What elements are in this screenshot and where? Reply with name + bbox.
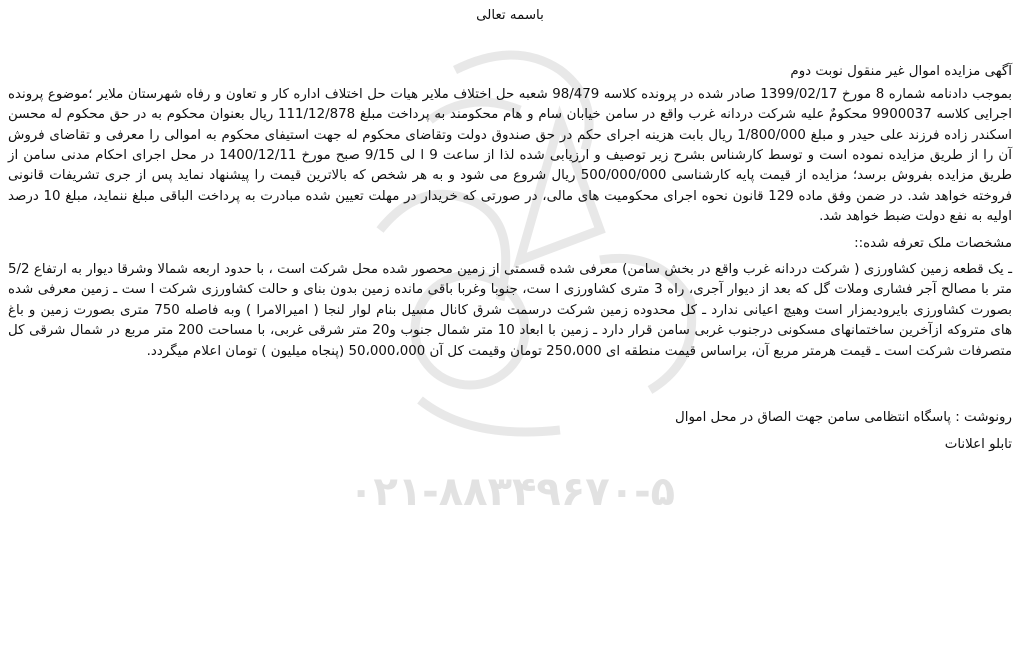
auction-notice-document <box>8 6 1012 455</box>
main-paragraph: بموجب دادنامه شماره 8 مورخ 1399/02/17 صادر شده در پرونده کلاسه 98/479 شعبه حل اختلاف ملایر هیات حل اختلاف اداره کار و تعاون و رفاه شهرستان ملایر ؛موضوع پرونده اجرایی کلاسه 9900037 محکومٌ علیه شرکت دردانه غرب واقع در سامن خیابان سام و هام محکومند به پرداخت مبلغ 111/12/878 ریال بعنوان محکوم به در حق محکوم له محسن اسکندر زاده فرزند علی حیدر و مبلغ 1/800/000 ریال بابت هزینه اجرای حکم در حق صندوق دولت وتقاضای محکوم له جهت استیفای محکوم به اموالی را معرفی و تقاضای فروش آن را از طریق مزایده نموده است و توسط کارشناس بشرح زیر توصیف و ارزیابی شده لذا از ساعت 9 ا لی 9/15 صبح مورخ 1400/12/11 در محل اجرای احکام مدنی سامن از طریق مزایده بفروش برسد؛ مزایده از قیمت پایه کارشناسی 500/000/000 ریال شروع می شود و به هر شخص که بالاترین قیمت را پیشنهاد نماید پس از جری تشریفات قانونی فروخته خواهد شد. در ضمن وفق ماده 129 قانون نحوه اجرای محکومیت های مالی، در صورتی که خریدار در مهلت تعیین شده مبادرت به پرداخت الباقی مبلغ ننماید، مبلغ 10 درصد اولیه به نفع دولت ضبط خواهد شد. <box>8 86 1012 225</box>
notice-board-line: تابلو اعلانات <box>944 436 1012 452</box>
specs-paragraph: ـ یک قطعه زمین کشاورزی ( شرکت دردانه غرب واقع در بخش سامن) معرفی شده قسمتی از زمین محصور شده محل شرکت است ، با حدود اربعه شمالا وشرقا دیوار به ارتفاع 5/2 متر با مصالح آجر فشاری وملات گل که بعد از دیوار آجری، راه 3 متری کشاورزی ا ست، جنوبا وغربا باقی مانده زمین بدون بنای و حالت کشاورزی شرکت ا ست ـ زمین معرفی شده بصورت کشاورزی بایرودیمزار است وهیچ اعیانی ندارد ـ کل محدوده زمین شرکت درسمت شرق کانال مسیل بنام لوار لنجا ( امیرالامرا ) وبه فاصله 750 متری بصورت زمین و باغ های متروکه ازآخرین ساختمانهای مسکونی درجنوب غربی سامن قرار دارد ـ زمین با ابعاد 10 متر شمال جنوب و20 متر شرقی غربی، با مساحت 200 متر مربع در شمال شرقی کل متصرفات شرکت است ـ قیمت هرمتر مربع آن، براساس قیمت منطقه ای 250،000 تومان وقیمت کل آن 50،000،000 (پنجاه میلیون ) تومان اعلام میگردد. <box>8 262 1012 359</box>
specs-heading: مشخصات ملک تعرفه شده:: <box>854 235 1012 251</box>
copy-to-line: رونوشت : پاسگاه انتظامی سامن جهت الصاق در محل اموال <box>675 410 1012 426</box>
ad-title: آگهی مزایده اموال غیر منقول نوبت دوم <box>790 64 1012 80</box>
watermark-phone: ۰۲۱-۸۸۳۴۹۶۷۰-۵ <box>348 469 676 515</box>
bismillah-header: باسمه تعالی <box>476 8 544 23</box>
